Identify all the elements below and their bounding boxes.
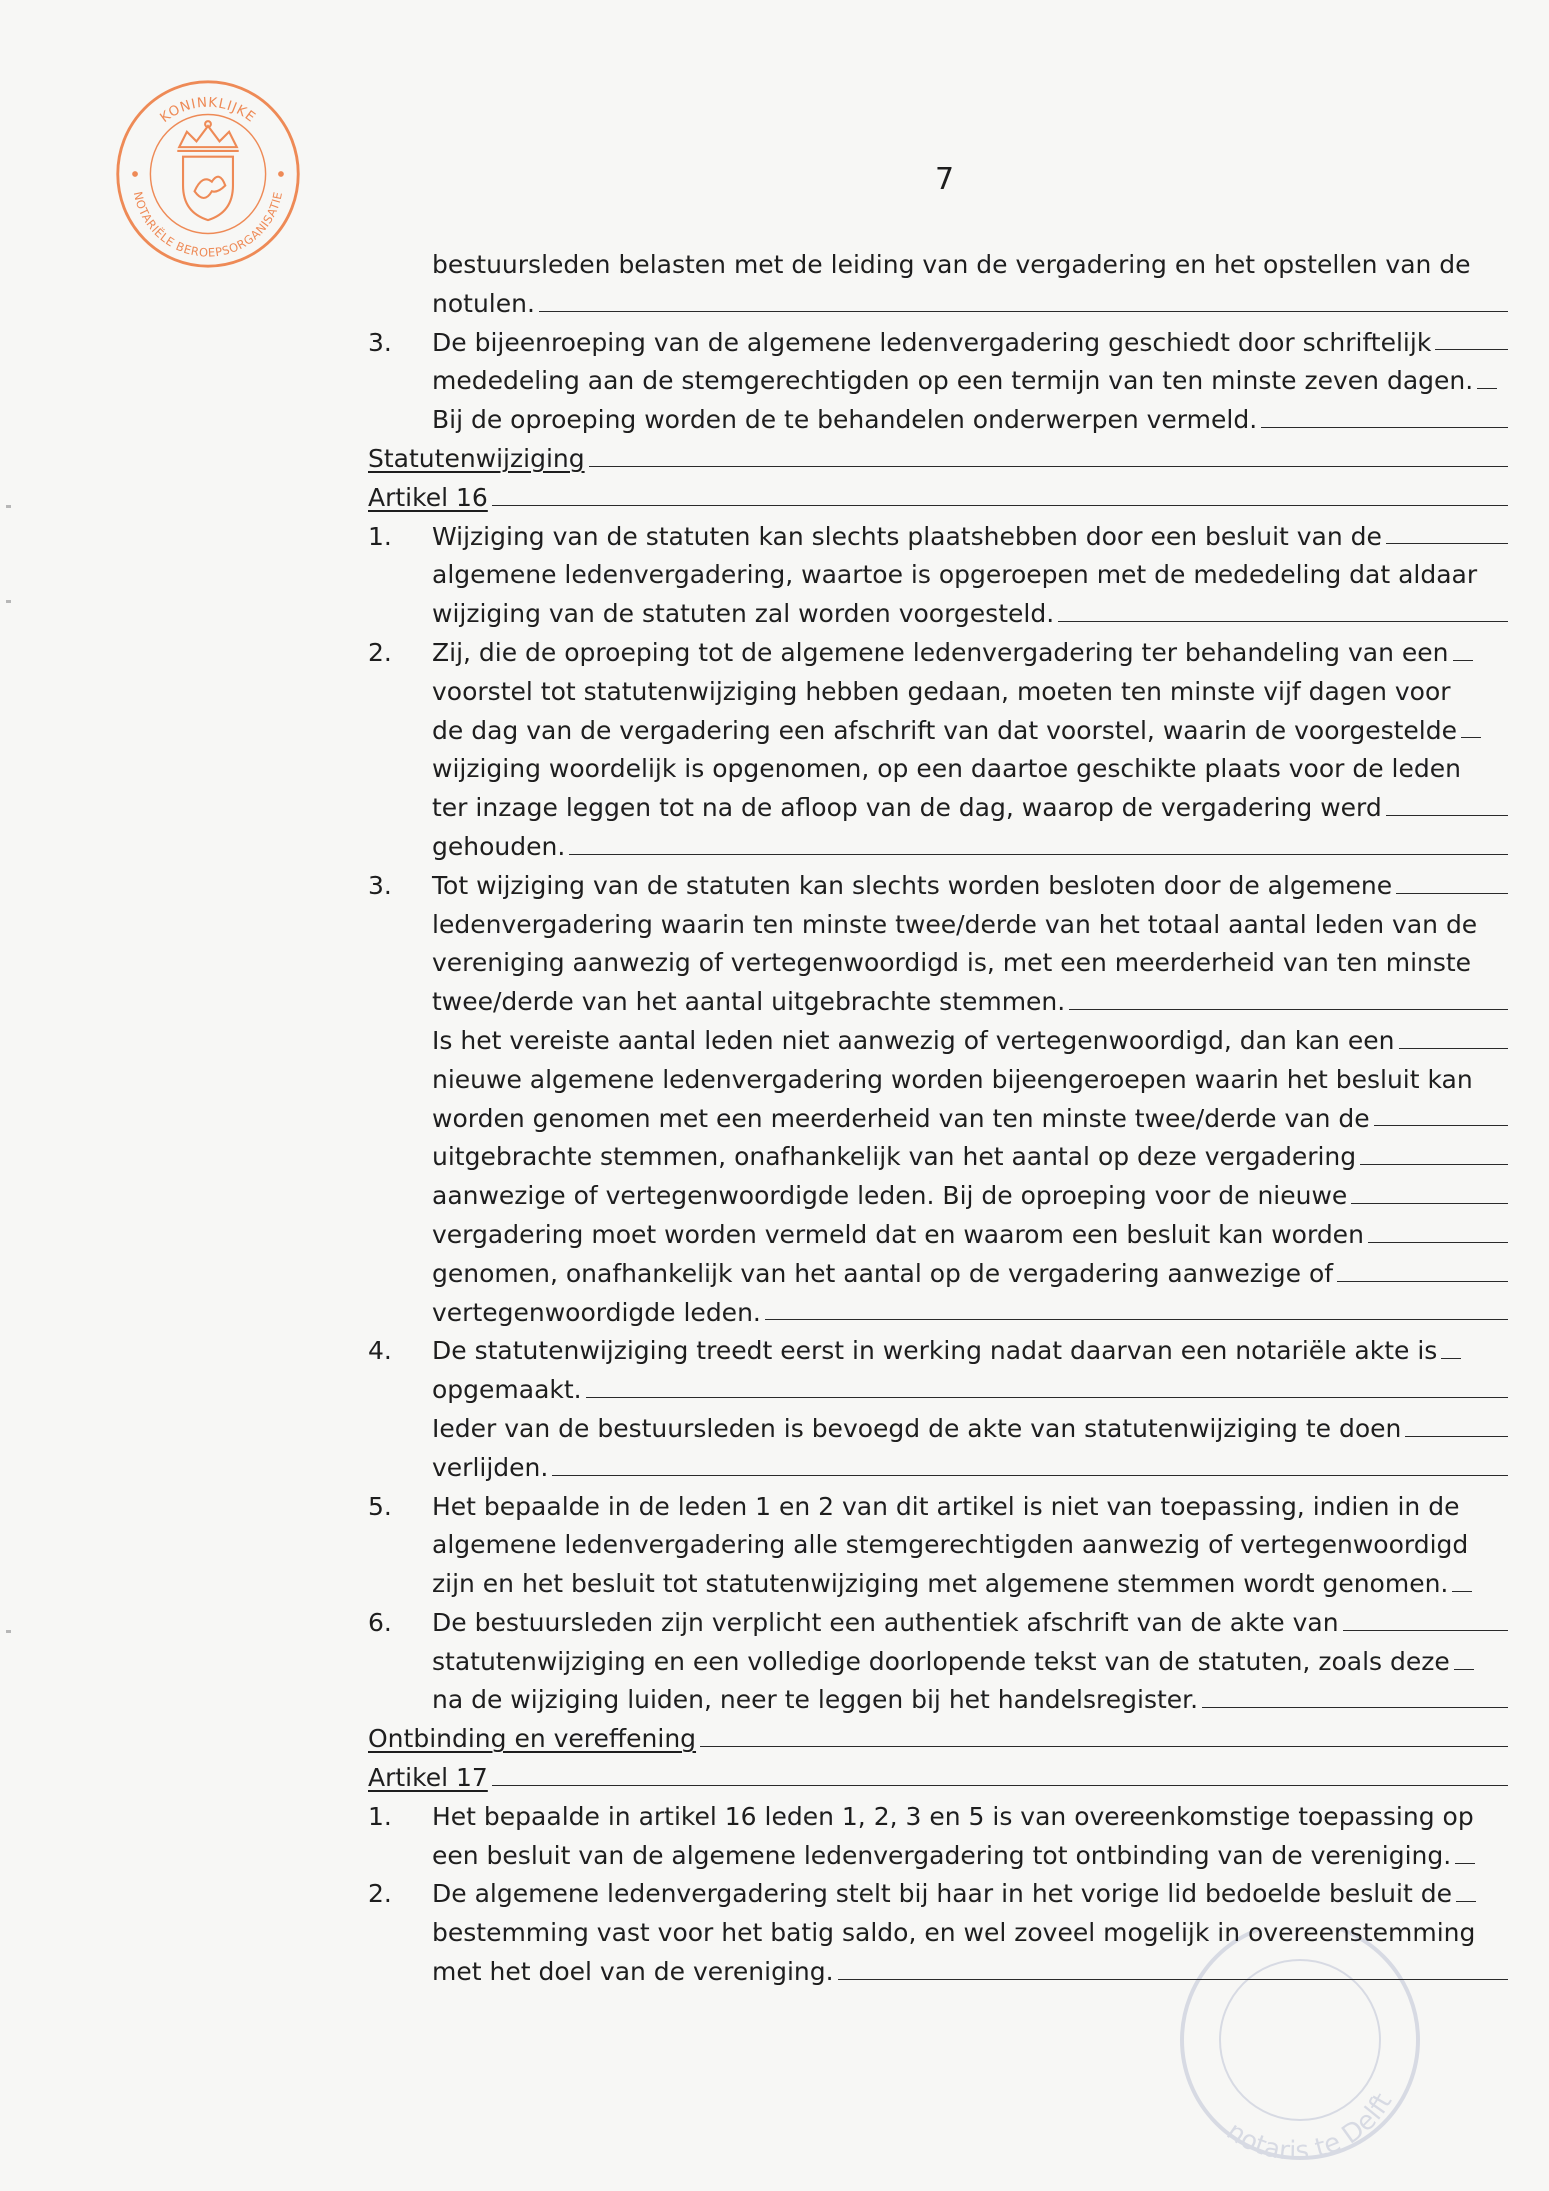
section-heading: Statutenwijziging — [368, 440, 1508, 479]
text-line: voorstel tot statutenwijziging hebben gedaan, moeten ten minste vijf dagen voor — [432, 676, 1451, 706]
seal-top-text: KONINKLIJKE — [157, 95, 259, 126]
crest-icon — [177, 121, 238, 220]
list-item: 3. De bijeenroeping van de algemene ledenvergadering geschiedt door schriftelijk — [368, 324, 1508, 363]
list-item: 4. De statutenwijziging treedt eerst in werking nadat daarvan een notariële akte is — [368, 1332, 1508, 1371]
text-line: bestemming vast voor het batig saldo, en wel zoveel mogelijk in overeenstemming — [432, 1918, 1476, 1948]
text-line: algemene ledenvergadering, waartoe is opgeroepen met de mededeling dat aldaar — [432, 560, 1478, 590]
text-line: genomen, onafhankelijk van het aantal op de vergadering aanwezige of — [368, 1255, 1508, 1294]
list-item: 2. Zij, die de oproeping tot de algemene ledenvergadering ter behandeling van een — [368, 634, 1508, 673]
text-line: Is het vereiste aantal leden niet aanwezig of vertegenwoordigd, dan kan een — [368, 1022, 1508, 1061]
text-line: twee/derde van het aantal uitgebrachte stemmen. — [368, 983, 1508, 1022]
text-line: vertegenwoordigde leden. — [368, 1294, 1508, 1333]
seal-bottom-text: NOTARIËLE BEROEPSORGANISATIE — [130, 190, 286, 260]
text-line: ledenvergadering waarin ten minste twee/derde van het totaal aantal leden van de — [432, 909, 1478, 939]
punch-mark — [6, 600, 11, 603]
punch-mark — [6, 1630, 11, 1633]
notary-seal — [112, 78, 304, 270]
list-item: 1. Wijziging van de statuten kan slechts plaatshebben door een besluit van de — [368, 518, 1508, 557]
text-line: na de wijziging luiden, neer te leggen bij het handelsregister. — [368, 1681, 1508, 1720]
text-line: algemene ledenvergadering alle stemgerechtigden aanwezig of vertegenwoordigd — [432, 1530, 1469, 1560]
list-item: 5. Het bepaalde in de leden 1 en 2 van dit artikel is niet van toepassing, indien in de — [368, 1491, 1460, 1521]
list-item: 3. Tot wijziging van de statuten kan slechts worden besloten door de algemene — [368, 867, 1508, 906]
punch-mark — [6, 505, 11, 508]
text-line: wijziging woordelijk is opgenomen, op een daartoe geschikte plaats voor de leden — [432, 754, 1461, 784]
text-line: gehouden. — [368, 828, 1508, 867]
text-line: bestuursleden belasten met de leiding van de vergadering en het opstellen van de — [432, 250, 1471, 279]
text-line: aanwezige of vertegenwoordigde leden. Bij de oproeping voor de nieuwe — [368, 1177, 1508, 1216]
text-line: Bij de oproeping worden de te behandelen onderwerpen vermeld. — [368, 401, 1508, 440]
document-body — [368, 246, 1508, 1992]
text-line: notulen. — [368, 285, 1508, 324]
text-line: nieuwe algemene ledenvergadering worden bijeengeroepen waarin het besluit kan — [432, 1064, 1473, 1094]
stamp-text: notaris te Delft — [1221, 2088, 1399, 2167]
list-item: 2. De algemene ledenvergadering stelt bij haar in het vorige lid bedoelde besluit de — [368, 1875, 1508, 1914]
text-line: wijziging van de statuten zal worden voorgesteld. — [368, 595, 1508, 634]
article-heading: Artikel 16 — [368, 479, 1508, 518]
text-line: Ieder van de bestuursleden is bevoegd de akte van statutenwijziging te doen — [368, 1410, 1508, 1449]
text-line: mededeling aan de stemgerechtigden op een termijn van ten minste zeven dagen. — [368, 362, 1508, 401]
text-line: uitgebrachte stemmen, onafhankelijk van het aantal op deze vergadering — [368, 1138, 1508, 1177]
text-line: statutenwijziging en een volledige doorlopende tekst van de statuten, zoals deze — [368, 1643, 1508, 1682]
text-line: vereniging aanwezig of vertegenwoordigd is, met een meerderheid van ten minste — [432, 948, 1472, 978]
text-line: worden genomen met een meerderheid van ten minste twee/derde van de — [368, 1100, 1508, 1139]
list-item: 6. De bestuursleden zijn verplicht een authentiek afschrift van de akte van — [368, 1604, 1508, 1643]
text-line: een besluit van de algemene ledenvergadering tot ontbinding van de vereniging. — [368, 1837, 1508, 1876]
page-number: 7 — [935, 162, 955, 197]
text-line: zijn en het besluit tot statutenwijziging met algemene stemmen wordt genomen. — [368, 1565, 1508, 1604]
text-line: opgemaakt. — [368, 1371, 1508, 1410]
text-line: verlijden. — [368, 1449, 1508, 1488]
text-line: ter inzage leggen tot na de afloop van de dag, waarop de vergadering werd — [368, 789, 1508, 828]
text-line: vergadering moet worden vermeld dat en waarom een besluit kan worden — [368, 1216, 1508, 1255]
list-item: 1. Het bepaalde in artikel 16 leden 1, 2, 3 en 5 is van overeenkomstige toepassing op — [368, 1801, 1474, 1831]
text-line: de dag van de vergadering een afschrift van dat voorstel, waarin de voorgestelde — [368, 712, 1508, 751]
text-line: met het doel van de vereniging. — [368, 1953, 1508, 1992]
article-heading: Artikel 17 — [368, 1759, 1508, 1798]
section-heading: Ontbinding en vereffening — [368, 1720, 1508, 1759]
